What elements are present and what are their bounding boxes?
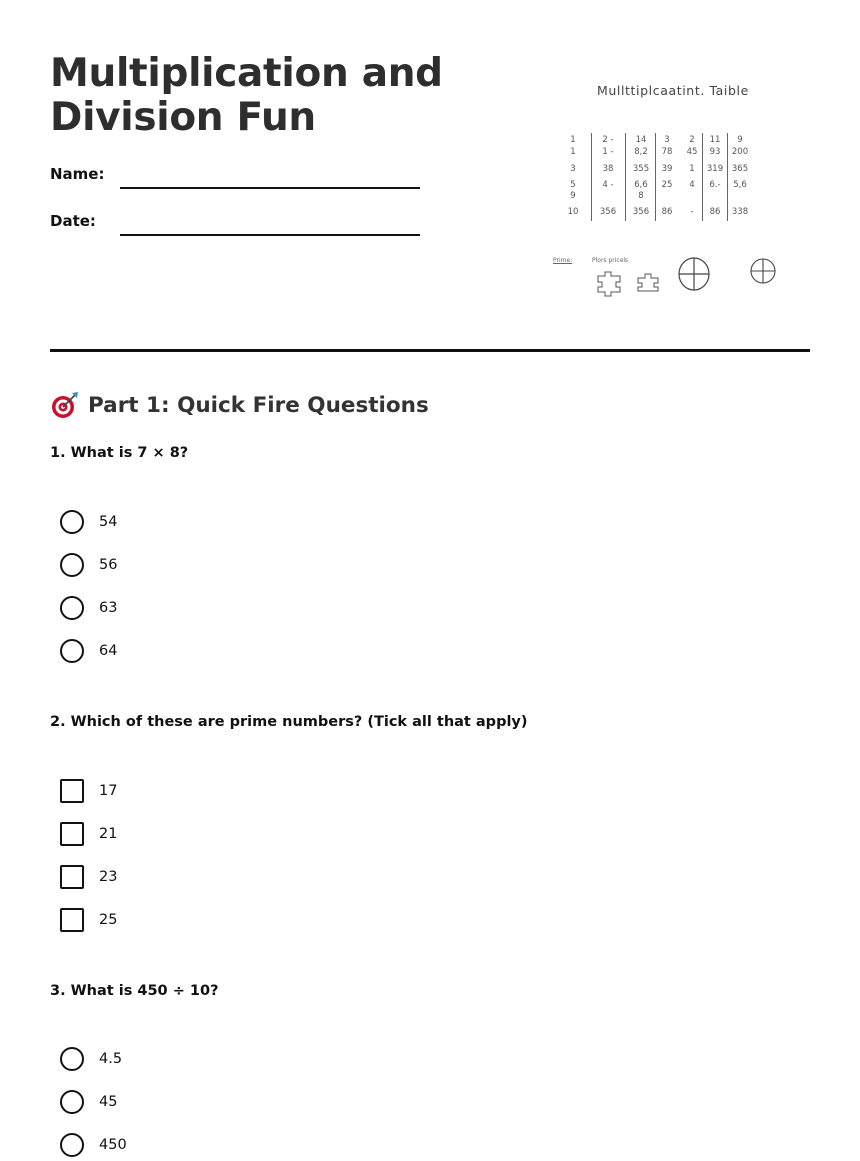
table-cell: 4 — [689, 180, 695, 190]
table-cell: 355 — [632, 164, 650, 174]
option-label: 21 — [99, 826, 118, 842]
table-cell: 5 — [570, 180, 576, 190]
radio-button[interactable] — [60, 596, 84, 620]
option-label: 450 — [99, 1137, 127, 1153]
table-cell: 338 — [731, 207, 749, 217]
radio-button[interactable] — [60, 1133, 84, 1157]
table-cell: 11 — [709, 135, 721, 145]
table-cell: 9 — [570, 191, 576, 201]
table-cell: 45 — [686, 147, 698, 157]
table-cell: 2 — [689, 135, 695, 145]
table-cell: 8 — [638, 191, 644, 201]
name-field[interactable] — [120, 187, 420, 189]
checkbox[interactable] — [60, 779, 84, 803]
option-label: 4.5 — [99, 1051, 123, 1067]
table-cell: 4 - — [602, 180, 614, 190]
option-row[interactable] — [60, 509, 117, 535]
option-row[interactable] — [60, 864, 117, 890]
option-row[interactable] — [60, 1089, 117, 1115]
option-label: 63 — [99, 600, 118, 616]
plus-pieces-label: Plors pricels — [592, 257, 629, 264]
table-cell: 39 — [661, 164, 673, 174]
table-cell: 356 — [599, 207, 617, 217]
date-field[interactable] — [120, 234, 420, 236]
illustration-title: Mullttiplcaatint. Taible — [597, 83, 749, 98]
radio-button[interactable] — [60, 1047, 84, 1071]
table-cell: 2 - — [602, 135, 614, 145]
table-cell: 86 — [709, 207, 721, 217]
date-label: Date: — [50, 212, 96, 230]
option-row[interactable] — [60, 638, 117, 664]
table-cell: 6,6 — [634, 180, 648, 190]
option-label: 54 — [99, 514, 118, 530]
table-cell: 5,6 — [733, 180, 747, 190]
table-cell: 78 — [661, 147, 673, 157]
option-row[interactable] — [60, 907, 117, 933]
part-1-heading-text: Part 1: Quick Fire Questions — [88, 392, 429, 418]
multiplication-table-illustration — [540, 78, 810, 308]
table-cell: 38 — [602, 164, 614, 174]
table-cell: 10 — [567, 207, 579, 217]
table-cell: 1 — [570, 135, 576, 145]
option-row[interactable] — [60, 595, 117, 621]
worksheet-title — [50, 52, 443, 140]
puzzle-piece-icon — [595, 268, 625, 298]
divided-circle-icon — [749, 257, 777, 285]
table-cell: 8,2 — [634, 147, 648, 157]
checkbox[interactable] — [60, 865, 84, 889]
option-label: 23 — [99, 869, 118, 885]
table-cell: 1 - — [602, 147, 614, 157]
title-line-1: Multiplication and — [50, 51, 443, 96]
radio-button[interactable] — [60, 510, 84, 534]
question-1: 1. What is 7 × 8? — [50, 445, 189, 461]
table-cell: 3 — [664, 135, 670, 145]
radio-button[interactable] — [60, 639, 84, 663]
checkbox[interactable] — [60, 908, 84, 932]
table-cell: 356 — [632, 207, 650, 217]
radio-button[interactable] — [60, 1090, 84, 1114]
table-cell: 1 — [570, 147, 576, 157]
question-3: 3. What is 450 ÷ 10? — [50, 983, 219, 999]
option-row[interactable] — [60, 1132, 127, 1158]
checkbox[interactable] — [60, 822, 84, 846]
table-cell: 14 — [635, 135, 647, 145]
title-line-2: Division Fun — [50, 95, 316, 140]
radio-button[interactable] — [60, 553, 84, 577]
option-row[interactable] — [60, 778, 117, 804]
table-cell: 3 — [570, 164, 576, 174]
option-row[interactable] — [60, 1046, 122, 1072]
name-label: Name: — [50, 165, 105, 183]
table-cell: 319 — [706, 164, 724, 174]
option-row[interactable] — [60, 552, 117, 578]
prime-label: Prime: — [553, 257, 573, 264]
section-divider — [50, 349, 810, 352]
option-label: 45 — [99, 1094, 118, 1110]
table-cell: 86 — [661, 207, 673, 217]
option-label: 64 — [99, 643, 118, 659]
table-cell: 200 — [731, 147, 749, 157]
part-1-heading — [50, 390, 429, 420]
option-label: 56 — [99, 557, 118, 573]
option-label: 25 — [99, 912, 118, 928]
table-cell: 6.- — [709, 180, 721, 190]
puzzle-piece-icon — [636, 272, 662, 294]
question-2: 2. Which of these are prime numbers? (Tick all that apply) — [50, 714, 528, 730]
table-cell: 9 — [737, 135, 743, 145]
option-row[interactable] — [60, 821, 117, 847]
table-cell: 1 — [689, 164, 695, 174]
target-dart-icon — [50, 390, 80, 420]
table-cell: 365 — [731, 164, 749, 174]
table-cell: - — [690, 207, 694, 217]
option-label: 17 — [99, 783, 118, 799]
divided-circle-icon — [677, 256, 711, 292]
table-cell: 93 — [709, 147, 721, 157]
table-cell: 25 — [661, 180, 673, 190]
